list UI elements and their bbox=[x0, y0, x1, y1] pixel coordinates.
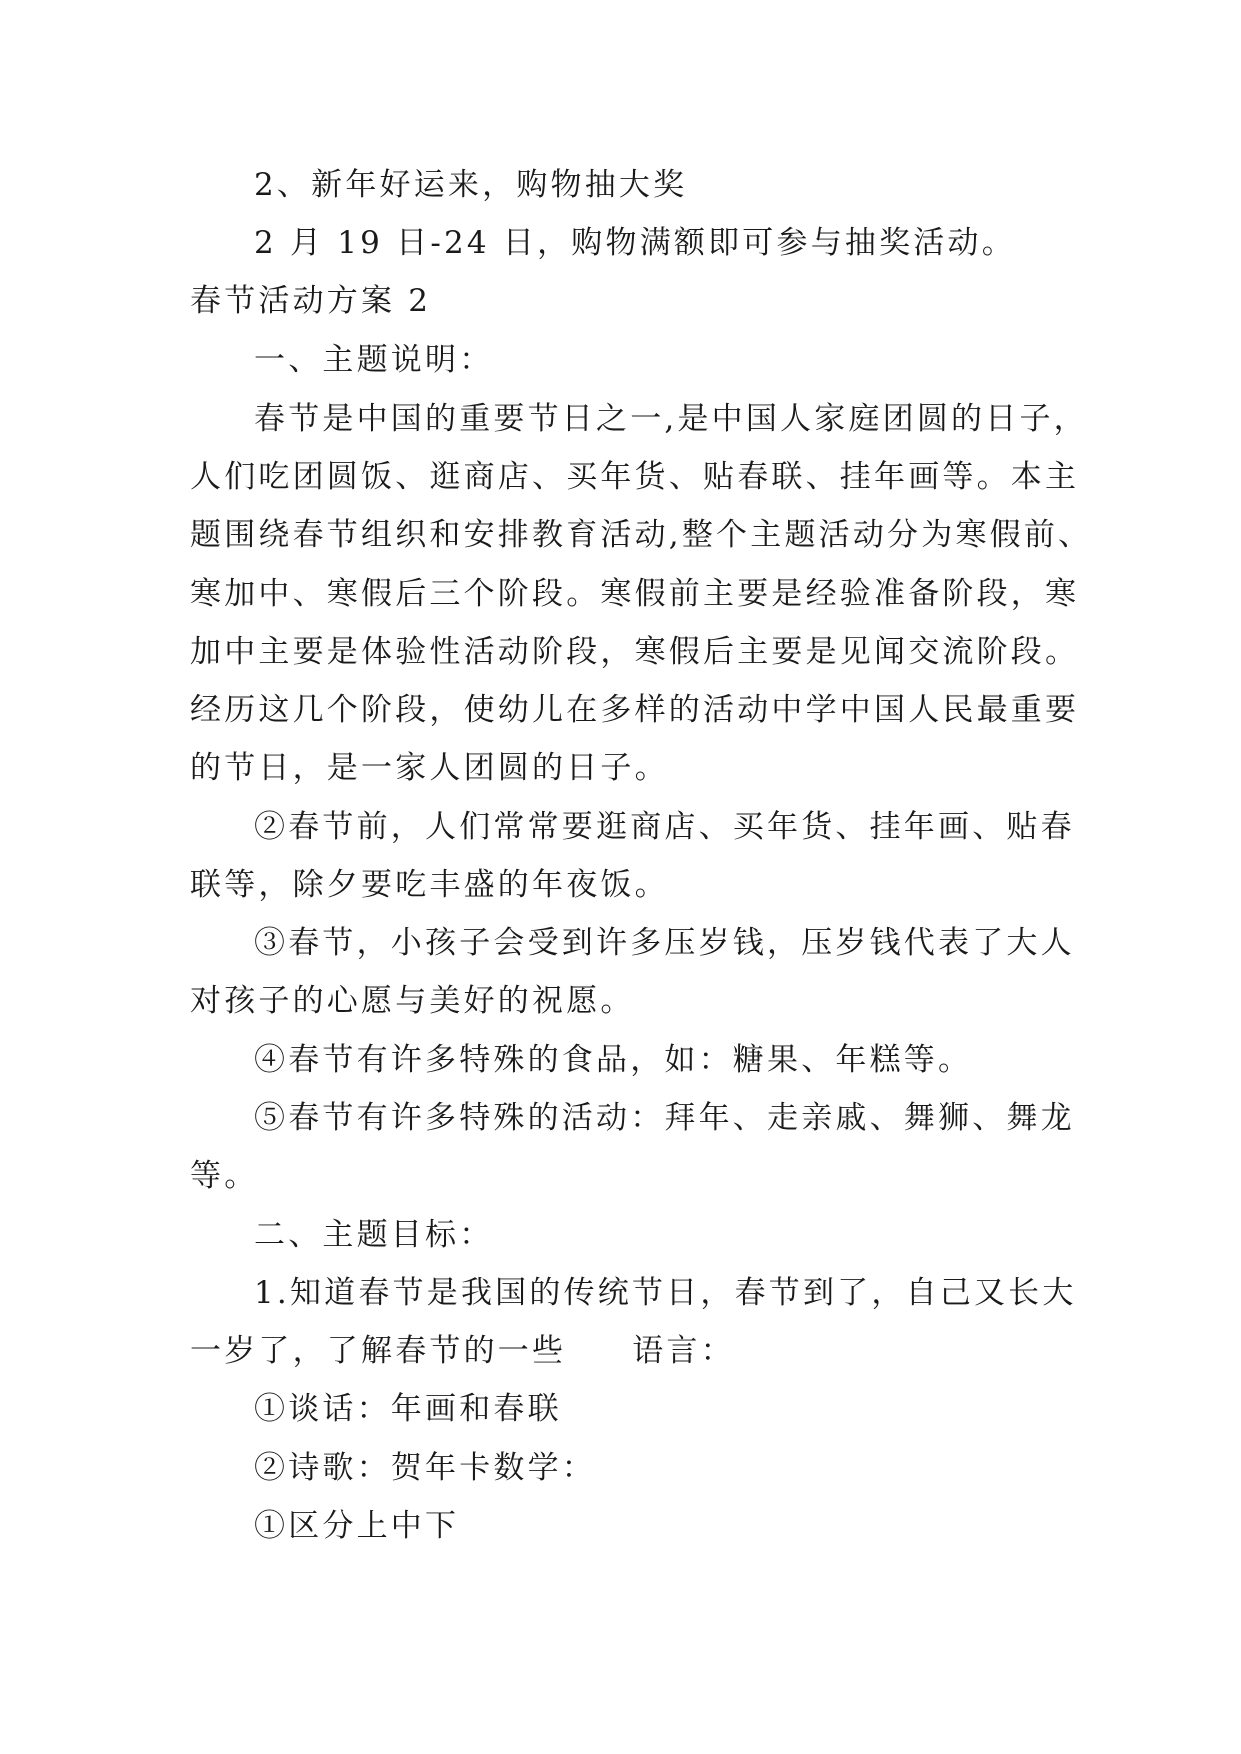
heading-theme-goals: 二、主题目标： bbox=[254, 1217, 494, 1253]
list-item-lucky-draw-title: 2、新年好运来，购物抽大奖 bbox=[254, 167, 688, 203]
list-item-special-foods: ④春节有许多特殊的食品，如：糖果、年糕等。 bbox=[254, 1042, 973, 1078]
list-item-continuation: 联等，除夕要吃丰盛的年夜饭。 bbox=[190, 867, 669, 903]
activity-item-talk: ①谈话：年画和春联 bbox=[254, 1391, 562, 1427]
paragraph-line: 春节是中国的重要节日之一,是中国人家庭团圆的日子， bbox=[254, 401, 1088, 437]
activity-item-math: ①区分上中下 bbox=[254, 1508, 460, 1544]
list-item-lucky-money: ③春节，小孩子会受到许多压岁钱，压岁钱代表了大人 bbox=[254, 925, 1075, 961]
list-item-continuation: 等。 bbox=[190, 1158, 259, 1194]
paragraph-line: 经历这几个阶段，使幼儿在多样的活动中学中国人民最重要 bbox=[190, 692, 1080, 728]
activity-item-poem: ②诗歌：贺年卡数学： bbox=[254, 1450, 596, 1486]
paragraph-line: 加中主要是体验性活动阶段，寒假后主要是见闻交流阶段。 bbox=[190, 634, 1080, 670]
paragraph-line: 寒加中、寒假后三个阶段。寒假前主要是经验准备阶段，寒 bbox=[190, 576, 1080, 612]
lucky-draw-description: 2 月 19 日-24 日，购物满额即可参与抽奖活动。 bbox=[254, 225, 1016, 261]
paragraph-line: 人们吃团圆饭、逛商店、买年货、贴春联、挂年画等。本主 bbox=[190, 459, 1080, 495]
language-label: 语言： bbox=[632, 1333, 735, 1369]
list-item-continuation: 对孩子的心愿与美好的祝愿。 bbox=[190, 983, 635, 1019]
goal-item-1: 1.知道春节是我国的传统节日，春节到了，自己又长大 bbox=[254, 1275, 1077, 1311]
goal-item-continuation bbox=[190, 1331, 735, 1371]
heading-theme-description: 一、主题说明： bbox=[254, 342, 494, 378]
section-title-plan-2: 春节活动方案 2 bbox=[190, 283, 432, 319]
paragraph-line: 题围绕春节组织和安排教育活动,整个主题活动分为寒假前、 bbox=[190, 517, 1093, 553]
paragraph-line: 的节日，是一家人团圆的日子。 bbox=[190, 750, 669, 786]
goal-text: 一岁了，了解春节的一些 bbox=[190, 1333, 567, 1369]
list-item-special-activities: ⑤春节有许多特殊的活动：拜年、走亲戚、舞狮、舞龙 bbox=[254, 1100, 1075, 1136]
list-item-before-festival: ②春节前，人们常常要逛商店、买年货、挂年画、贴春 bbox=[254, 809, 1075, 845]
